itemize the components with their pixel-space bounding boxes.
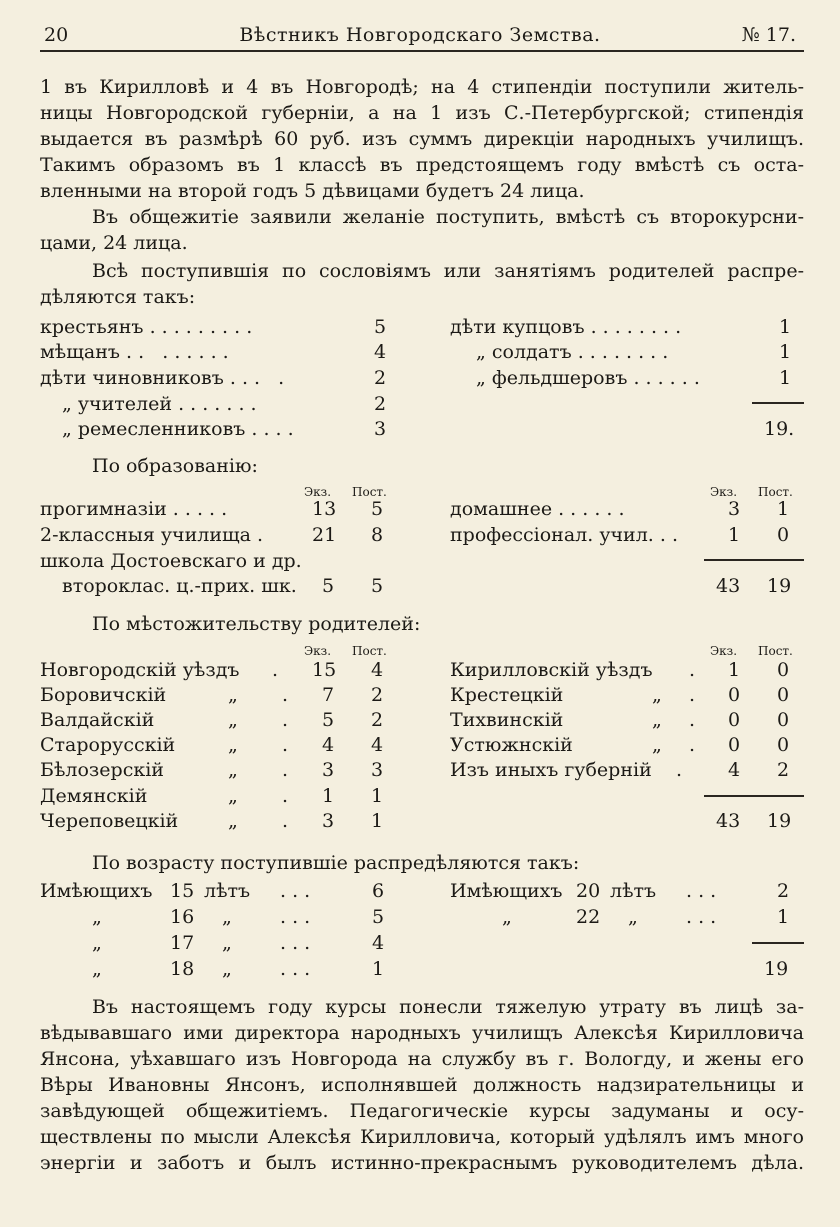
row-label: 2-классныя училища . [40,524,264,546]
district-label: Боровичскій [40,684,167,706]
dot-leader: . [689,709,696,731]
text-line: ницы Новгородской губерніи, а на 1 изъ С.-Петербургской; стипендія [40,102,804,124]
estate-value: 1 [779,367,792,389]
row-label: школа Достоевскаго и др. [40,550,302,572]
text-line: Въ общежитіе заявили желаніе поступить, вмѣстѣ съ второкурсни- [92,206,804,228]
admitted-count: 5 [371,575,384,597]
ditto-mark: „ [228,810,238,832]
running-header [40,24,800,50]
age-number: 20 [576,880,601,902]
admitted-count: 8 [371,524,384,546]
age-number: 15 [170,880,195,902]
estate-label: дѣти купцовъ . . . . . . . . [450,316,682,338]
text-line: Янсона, уѣхавшаго изъ Новгорода на службу въ г. Вологду, и жены его [40,1048,804,1070]
admitted-count: 0 [777,524,790,546]
age-prefix: „ [502,906,512,928]
dot-leader: . [282,684,289,706]
estate-label: „ учителей . . . . . . . [62,393,257,415]
sum-rule [704,795,804,797]
admitted-count: 0 [777,709,790,731]
dot-leader: . . . [280,880,311,902]
exam-count: 5 [322,709,335,731]
column-header-exam: Экз. [304,644,332,658]
age-number: 17 [170,932,195,954]
admitted-count: 4 [371,734,384,756]
exam-count: 1 [728,524,741,546]
estate-label: дѣти чиновниковъ . . . . [40,367,285,389]
district-label: Устюжнскій [450,734,573,756]
issue-number: № 17. [741,24,796,46]
admitted-count: 1 [371,785,384,807]
exam-count: 5 [322,575,335,597]
dot-leader: . [282,785,289,807]
dot-leader: . [272,659,279,681]
exam-count: 0 [728,709,741,731]
column-header-exam: Экз. [304,485,332,499]
dot-leader: . [282,810,289,832]
age-count: 4 [372,932,385,954]
ditto-mark: „ [652,684,662,706]
text-line: выдается въ размѣрѣ 60 руб. изъ суммъ дирекціи народныхъ училищъ. [40,128,804,150]
estate-value: 4 [374,341,387,363]
exam-count: 4 [728,759,741,781]
row-label: профессіонал. учил. . . [450,524,679,546]
dot-leader: . . . [280,906,311,928]
text-line: Такимъ образомъ въ 1 классѣ въ предстоящемъ году вмѣстѣ съ оста- [40,154,804,176]
column-header-exam: Экз. [710,485,738,499]
ditto-mark: „ [228,709,238,731]
row-label: второклас. ц.-прих. шк. [62,575,297,597]
admitted-count: 0 [777,684,790,706]
admitted-count: 2 [777,759,790,781]
ditto-mark: „ [652,709,662,731]
column-header-exam: Экз. [710,644,738,658]
text-line: 1 въ Кирилловѣ и 4 въ Новгородѣ; на 4 стипендіи поступили житель- [40,76,804,98]
admitted-count: 4 [371,659,384,681]
text-line: ществлены по мысли Алексѣя Кирилловича, который удѣлялъ имъ много [40,1126,804,1148]
district-label: Старорусскій [40,734,176,756]
ditto-mark: „ [228,684,238,706]
estate-value: 2 [374,367,387,389]
text-line: завѣдующей общежитіемъ. Педагогическіе курсы задуманы и осу- [40,1100,804,1122]
estate-label: „ ремесленниковъ . . . . [62,418,294,440]
total-admitted: 19 [767,810,792,832]
admitted-count: 1 [777,498,790,520]
estate-total: 19. [764,418,795,440]
age-prefix: Имѣющихъ [40,880,153,902]
age-count: 5 [372,906,385,928]
dot-leader: . . . [686,880,717,902]
admitted-count: 3 [371,759,384,781]
district-label: Изъ иныхъ губерній [450,759,652,781]
ditto-mark: „ [228,759,238,781]
section-heading: По возрасту поступившіе распредѣляются такъ: [92,852,580,874]
section-heading: По образованію: [92,455,258,477]
exam-count: 13 [312,498,337,520]
text-line: вѣдывавшаго ими директора народныхъ училищъ Алексѣя Кирилловича [40,1022,804,1044]
text-line: дѣляются такъ: [40,286,196,308]
age-count: 1 [372,958,385,980]
header-rule [40,50,804,52]
row-label: домашнее . . . . . . [450,498,625,520]
column-header-admitted: Пост. [758,485,793,499]
exam-count: 1 [322,785,335,807]
admitted-count: 2 [371,684,384,706]
age-unit: „ [628,906,638,928]
column-header-admitted: Пост. [352,485,387,499]
estate-value: 1 [779,316,792,338]
closing-paragraph [40,994,804,1176]
admitted-count: 5 [371,498,384,520]
district-label: Демянскій [40,785,148,807]
age-count: 1 [777,906,790,928]
age-number: 22 [576,906,601,928]
sum-rule [752,402,804,404]
text-line: цами, 24 лица. [40,232,188,254]
exam-count: 0 [728,684,741,706]
district-label: Бѣлозерскій [40,759,164,781]
column-header-admitted: Пост. [352,644,387,658]
admitted-count: 2 [371,709,384,731]
district-label: Крестецкій [450,684,564,706]
dot-leader: . [689,684,696,706]
admitted-count: 0 [777,734,790,756]
dot-leader: . . . [280,958,311,980]
text-line: энергіи и заботъ и былъ истинно-прекраснымъ руководителемъ дѣла. [40,1152,804,1174]
dot-leader: . [282,759,289,781]
age-prefix: Имѣющихъ [450,880,563,902]
age-number: 18 [170,958,195,980]
total-admitted: 19 [767,575,792,597]
age-count: 6 [372,880,385,902]
estate-value: 3 [374,418,387,440]
age-unit: лѣтъ [204,880,251,902]
age-unit: „ [222,958,232,980]
text-line: Всѣ поступившія по сословіямъ или занятіямъ родителей распре- [92,260,804,282]
exam-count: 3 [322,759,335,781]
estate-label: мѣщанъ . . . . . . . . [40,341,229,363]
exam-count: 0 [728,734,741,756]
total-exam: 43 [716,575,741,597]
admitted-count: 0 [777,659,790,681]
dot-leader: . [282,734,289,756]
ditto-mark: „ [228,734,238,756]
estate-label: „ фельдшеровъ . . . . . . [476,367,700,389]
sum-rule [704,559,804,561]
age-prefix: „ [92,906,102,928]
estate-label: крестьянъ . . . . . . . . . [40,316,253,338]
total-exam: 43 [716,810,741,832]
exam-count: 3 [728,498,741,520]
district-label: Новгородскій уѣздъ [40,659,240,681]
ditto-mark: „ [228,785,238,807]
dot-leader: . [689,659,696,681]
text-line: Вѣры Ивановны Янсонъ, исполнявшей должность надзирательницы и [40,1074,804,1096]
district-label: Кирилловскій уѣздъ [450,659,653,681]
exam-count: 15 [312,659,337,681]
district-label: Череповецкій [40,810,179,832]
dorm-paragraph [40,204,804,256]
dot-leader: . [676,759,683,781]
estate-value: 5 [374,316,387,338]
text-line: Въ настоящемъ году курсы понесли тяжелую утрату въ лицѣ за- [92,996,804,1018]
district-label: Валдайскій [40,709,155,731]
age-prefix: „ [92,958,102,980]
ditto-mark: „ [652,734,662,756]
dot-leader: . [282,709,289,731]
exam-count: 4 [322,734,335,756]
estate-value: 1 [779,341,792,363]
age-total: 19 [764,958,789,980]
sum-rule [752,942,804,944]
estate-value: 2 [374,393,387,415]
page-number: 20 [44,24,69,46]
estates-paragraph [40,258,804,310]
text-line: вленными на второй годъ 5 дѣвицами будетъ 24 лица. [40,180,585,202]
intro-paragraph [40,74,804,204]
age-prefix: „ [92,932,102,954]
age-unit: „ [222,906,232,928]
dot-leader: . [689,734,696,756]
row-label: прогимназіи . . . . . [40,498,228,520]
dot-leader: . . . [280,932,311,954]
journal-title: Вѣстникъ Новгородскаго Земства. [239,24,601,46]
exam-count: 3 [322,810,335,832]
dot-leader: . . . [686,906,717,928]
age-number: 16 [170,906,195,928]
exam-count: 1 [728,659,741,681]
age-count: 2 [777,880,790,902]
section-heading: По мѣстожительству родителей: [92,613,421,635]
age-unit: „ [222,932,232,954]
age-unit: лѣтъ [610,880,657,902]
district-label: Тихвинскій [450,709,564,731]
exam-count: 21 [312,524,337,546]
exam-count: 7 [322,684,335,706]
admitted-count: 1 [371,810,384,832]
column-header-admitted: Пост. [758,644,793,658]
estate-label: „ солдатъ . . . . . . . . [476,341,669,363]
